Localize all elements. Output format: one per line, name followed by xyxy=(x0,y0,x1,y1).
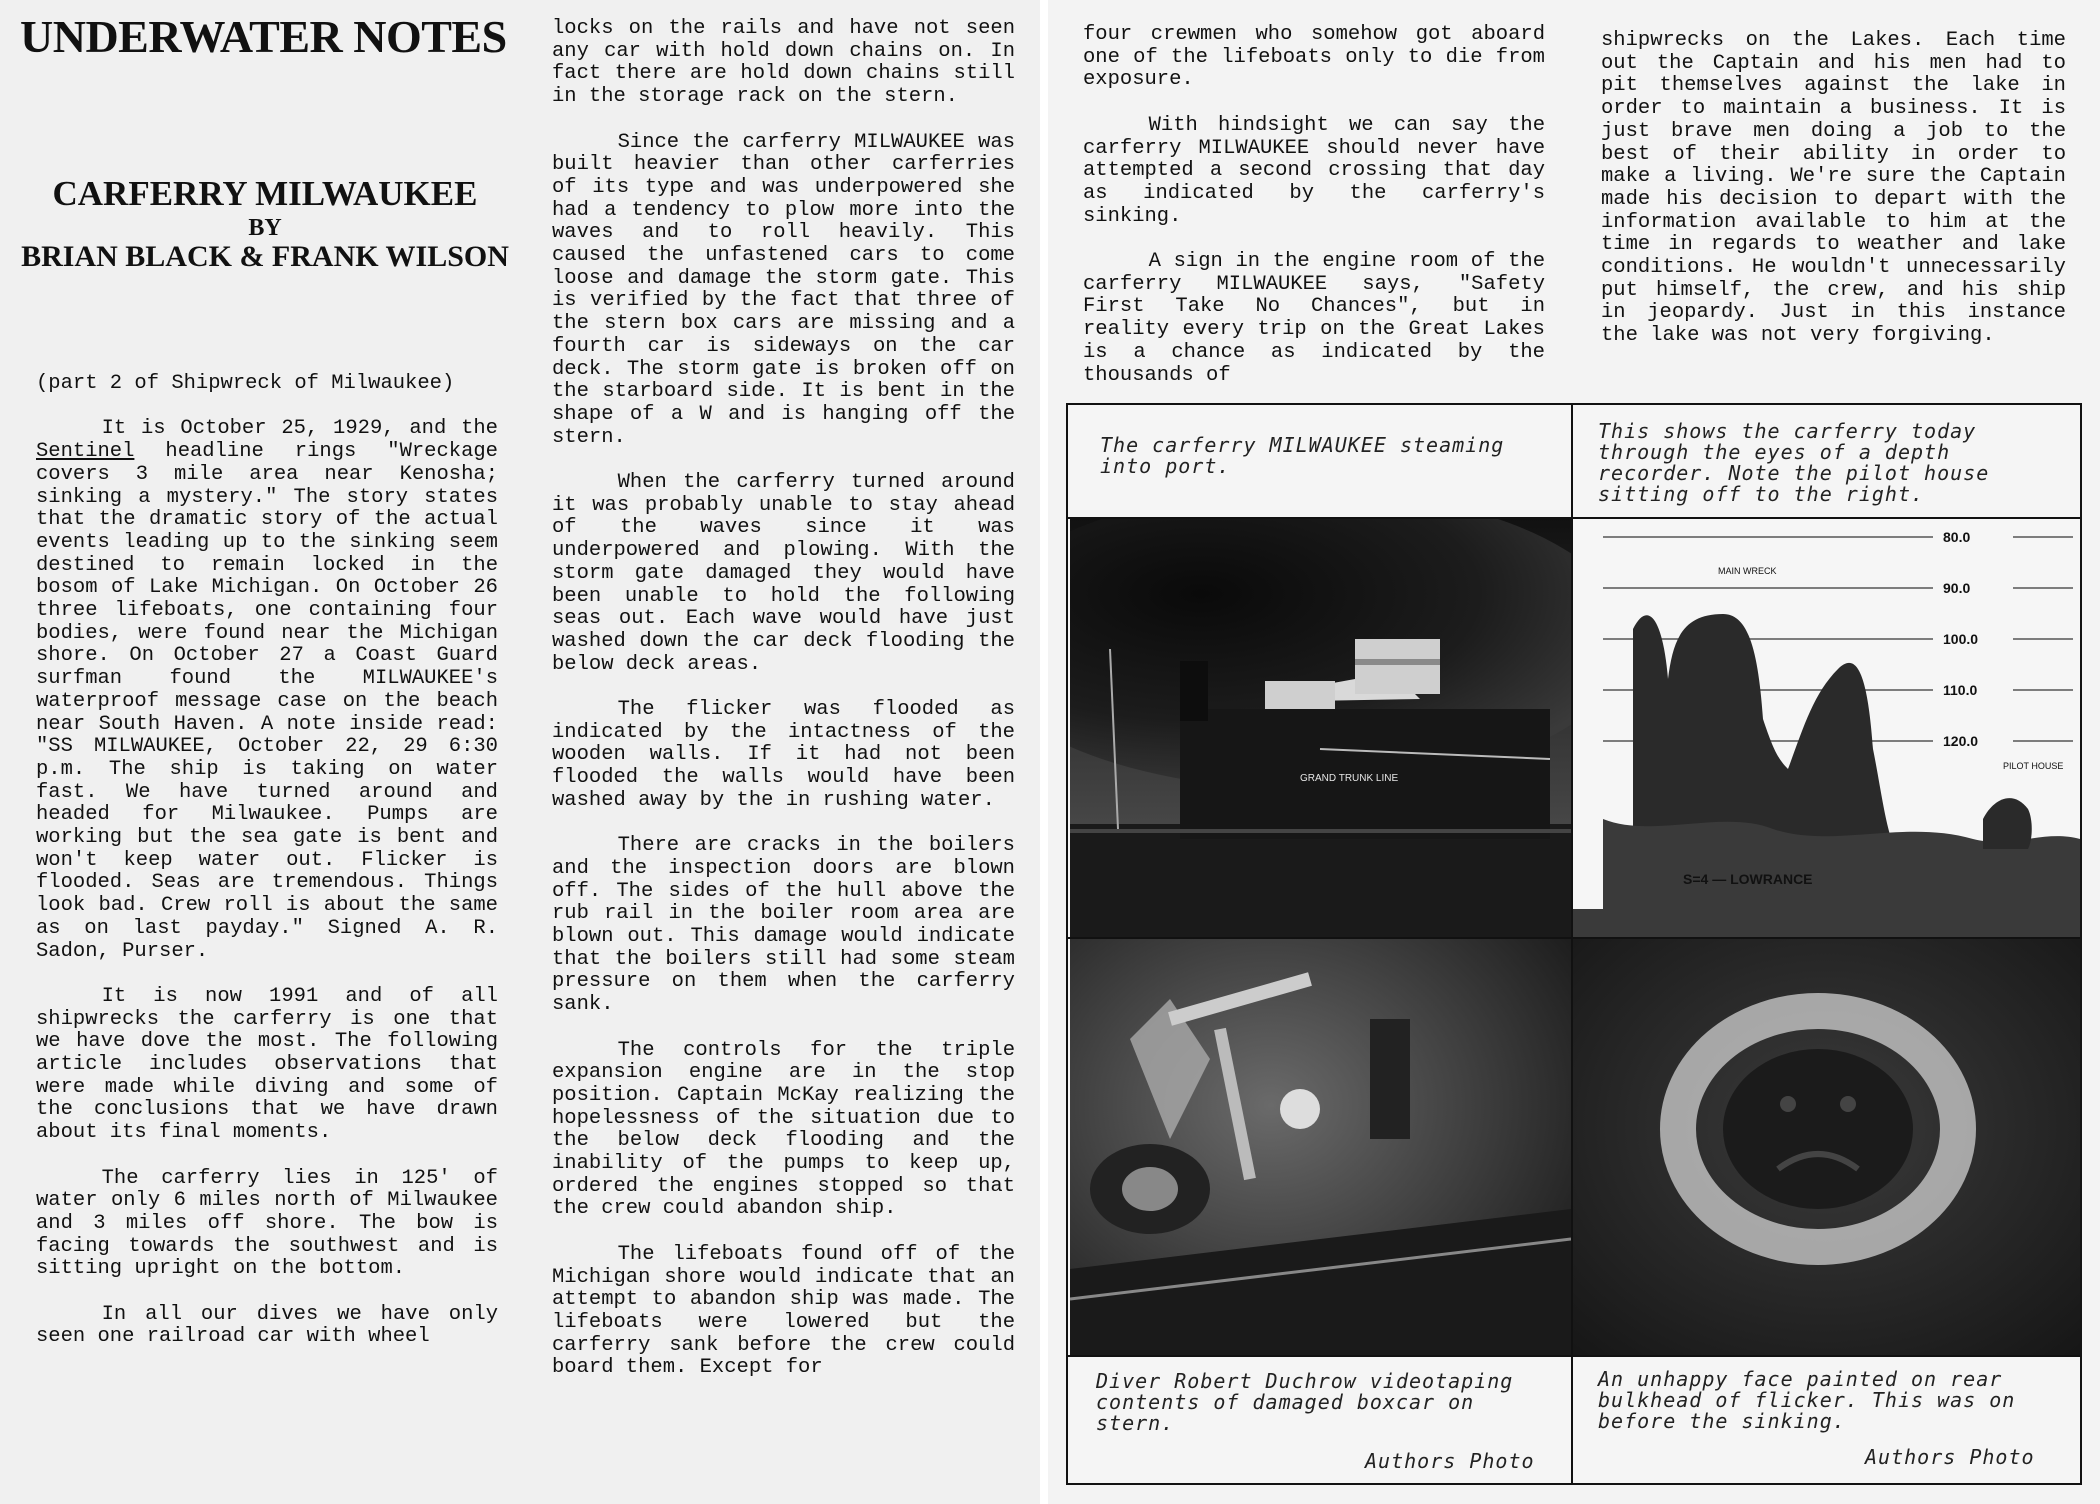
diver-photo-illustration xyxy=(1070,939,1571,1355)
text-column-2 xyxy=(552,18,1015,1380)
paragraph: It is now 1991 and of all shipwrecks the carferry is one that we have dove the most. The following article includes observations that were made while diving and some of the conclusions that we have drawn about its final moments. xyxy=(36,984,498,1145)
sonar-depth-label: 80.0 xyxy=(1943,529,1971,545)
paragraph: (part 2 of Shipwreck of Milwaukee) xyxy=(36,372,455,395)
paragraph: The controls for the triple expansion engine are in the stop position. Captain McKay realizing the hopelessness of the situation due to the below deck flooding and the inability of the pumps to keep up, ordered the engines stopped so that the crew could abandon ship. xyxy=(552,1038,1015,1221)
section-header: UNDERWATER NOTES xyxy=(20,11,507,62)
text-column-4 xyxy=(1601,30,2066,348)
caption-unhappy-face: An unhappy face painted on rear bulkhead of flicker. This was on before the sinking. xyxy=(1598,1367,2016,1433)
photo-unhappy-face xyxy=(1573,939,2080,1355)
paragraph: It is October 25, 1929, and the Sentinel headline rings "Wreckage covers 3 mile area near Kenosha; sinking a mystery." The story states that the dramatic story of the actual events leading up to the sinking seem destined to remain locked in the bosom of Lake Michigan. On October 26 three lifeboats, one containing four bodies, were found near the Michigan shore. On October 27 a Coast Guard surfman found the MILWAUKEE's waterproof message case on the beach near South Haven. A note inside read: "SS MILWAUKEE, October 22, 29 6:30 p.m. The ship is taking on water fast. We have turned around and headed for Milwaukee. Pumps are working but the sea gate is bent and won't keep water out. Flicker is flooded. Seas are tremendous. Things look bad. Crew roll is about the same as on last payday." Signed A. R. Sadon, Purser. xyxy=(36,417,498,963)
article-byline-by: BY xyxy=(248,215,282,241)
paragraph: With hindsight we can say the carferry MILWAUKEE should never have attempted a second crossing that day as indicated by the carferry's sinking. xyxy=(1083,113,1545,228)
photo-credit: Authors Photo xyxy=(1365,1449,1535,1473)
paragraph: When the carferry turned around it was probably unable to stay ahead of the waves since it was underpowered and plowing. With the storm gate damaged they would have been unable to hold the following seas out. Each wave would have just washed down the car deck flooding the below deck areas. xyxy=(552,471,1015,676)
paragraph: locks on the rails and have not seen any car with hold down chains on. In fact there are hold down chains still in the storage rack on the stern. xyxy=(552,17,1015,109)
paragraph: A sign in the engine room of the carferry MILWAUKEE says, "Safety First Take No Chances", but in reality every trip on the Great Lakes is a chance as indicated by the thousands of xyxy=(1083,250,1545,387)
caption-ship-steaming: The carferry MILWAUKEE steaming into port. xyxy=(1100,433,1505,478)
sonar-footer: S=4 — LOWRANCE xyxy=(1683,871,1813,887)
ship-photo-illustration xyxy=(1070,519,1571,937)
paragraph: The carferry lies in 125' of water only 6 miles north of Milwaukee and 3 miles off shore. The bow is facing towards the southwest and is sitting upright on the bottom. xyxy=(36,1166,498,1281)
photo-depth-recorder xyxy=(1573,519,2080,937)
sonar-chart xyxy=(1573,519,2080,937)
hull-lettering: GRAND TRUNK LINE xyxy=(1300,773,1399,784)
paragraph-rest: headline rings "Wreckage covers 3 mile area near Kenosha; sinking a mystery." The story states that the dramatic story of the actual events leading up to the sinking seem destined to remain locked in the bosom of Lake Michigan. On October 26 three lifeboats, one containing four bodies, were found near the Michigan shore. On October 27 a Coast Guard surfman found the MILWAUKEE's waterproof message case on the beach near South Haven. A note inside read: "SS MILWAUKEE, October 22, 29 6:30 p.m. The ship is taking on water fast. We have turned around and headed for Milwaukee. Pumps are working but the sea gate is bent and won't keep water out. Flicker is flooded. Seas are tremendous. Things look bad. Crew roll is about the same as on last payday." Signed A. R. Sadon, Purser. xyxy=(36,440,498,963)
text-column-3 xyxy=(1083,24,1545,387)
label-main-wreck: MAIN WRECK xyxy=(1718,566,1777,576)
caption-depth-recorder: This shows the carferry today through the eyes of a depth recorder. Note the pilot house sitting off to the right. xyxy=(1598,419,1990,506)
photo-diver-boxcar xyxy=(1070,939,1571,1355)
paragraph: The lifeboats found off of the Michigan shore would indicate that an attempt to abandon ship was made. The lifeboats were lowered but the carferry sank before the crew could board them. Except for xyxy=(552,1242,1015,1380)
page-gutter xyxy=(1040,0,1048,1504)
sonar-depth-label: 90.0 xyxy=(1943,580,1971,596)
photo-grid xyxy=(1066,403,2082,1485)
sonar-depth-label: 100.0 xyxy=(1943,631,1979,647)
caption-diver: Diver Robert Duchrow videotaping contents of damaged boxcar on stern. xyxy=(1096,1369,1514,1435)
paragraph: Since the carferry MILWAUKEE was built heavier than other carferries of its type and was underpowered she had a tendency to plow more into the waves and to roll heavily. This caused the unfastened cars to come loose and damage the storm gate. This is verified by the fact that three of the stern box cars are missing and a fourth car is sideways on the car deck. The storm gate is broken off on the starboard side. It is bent in the shape of a W and is hanging off the stern. xyxy=(552,130,1015,449)
face-photo-illustration xyxy=(1573,939,2080,1355)
newspaper-name: Sentinel xyxy=(36,440,135,464)
paragraph: The flicker was flooded as indicated by the intactness of the wooden walls. If it had not been flooded the walls would have been washed away by the in rushing water. xyxy=(552,698,1015,812)
label-pilot-house: PILOT HOUSE xyxy=(2003,761,2064,771)
paragraph: There are cracks in the boilers and the inspection doors are blown off. The sides of the hull above the rub rail in the boiler room area are blown out. This damage would indicate that the boilers still had some steam pressure on them when the carferry sank. xyxy=(552,834,1015,1017)
photo-carferry-steaming xyxy=(1070,519,1571,937)
photo-credit: Authors Photo xyxy=(1865,1445,2035,1469)
text-column-1 xyxy=(36,373,498,1349)
grid-divider-bottom xyxy=(1068,1355,2080,1357)
paragraph: four crewmen who somehow got aboard one of the lifeboats only to die from exposure. xyxy=(1083,23,1545,92)
paragraph: In all our dives we have only seen one railroad car with wheel xyxy=(36,1302,498,1349)
article-authors: BRIAN BLACK & FRANK WILSON xyxy=(21,240,509,273)
sonar-depth-label: 120.0 xyxy=(1943,733,1979,749)
paragraph: shipwrecks on the Lakes. Each time out the Captain and his men had to pit themselves against the lake in order to maintain a business. It is just brave men doing a job to the best of their ability in order to make a living. We're sure the Captain made his decision to depart with the information available to him at the time in regards to weather and lake conditions. He wouldn't unnecessarily put himself, the crew, and his ship in jeopardy. Just in this instance the lake was not very forgiving. xyxy=(1601,29,2066,348)
article-title: CARFERRY MILWAUKEE xyxy=(52,174,478,213)
sonar-depth-label: 110.0 xyxy=(1943,682,1978,698)
